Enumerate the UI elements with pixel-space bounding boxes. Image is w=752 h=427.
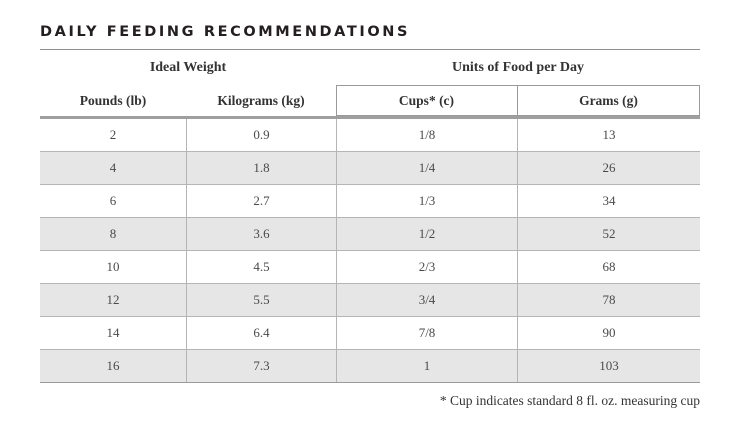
cell-kilograms: 3.6 [186, 218, 336, 250]
cell-grams: 26 [517, 152, 700, 184]
footnote: * Cup indicates standard 8 fl. oz. measuring cup [439, 393, 700, 408]
column-header-grams: Grams (g) [579, 93, 638, 108]
cell-cups: 1/3 [336, 185, 517, 217]
title-divider [40, 49, 700, 50]
table-row [40, 152, 700, 185]
cell-grams: 13 [517, 119, 700, 151]
cell-pounds: 2 [109, 127, 117, 142]
cell-cups: 1 [336, 350, 517, 382]
cell-grams: 34 [517, 185, 700, 217]
table-row [40, 119, 700, 152]
cell-pounds: 16 [106, 358, 120, 373]
table-row [40, 185, 700, 218]
cell-kilograms: 5.5 [186, 284, 336, 316]
group-header-units-per-day: Units of Food per Day [452, 60, 584, 75]
feeding-table-body [40, 119, 700, 383]
cell-cups: 1/4 [336, 152, 517, 184]
cell-kilograms: 6.4 [186, 317, 336, 349]
table-row [40, 317, 700, 350]
cell-grams: 68 [517, 251, 700, 283]
table-row [40, 284, 700, 317]
cell-cups: 7/8 [336, 317, 517, 349]
table-row [40, 218, 700, 251]
group-header-ideal-weight: Ideal Weight [149, 60, 227, 75]
page-title: DAILY FEEDING RECOMMENDATIONS [40, 24, 411, 40]
cell-pounds: 4 [109, 160, 117, 175]
cell-pounds: 12 [106, 292, 120, 307]
cell-grams: 78 [517, 284, 700, 316]
column-header-cups: Cups* (c) [398, 93, 455, 108]
cell-kilograms: 2.7 [186, 185, 336, 217]
table-row [40, 350, 700, 383]
cell-grams: 90 [517, 317, 700, 349]
cell-cups: 2/3 [336, 251, 517, 283]
cell-pounds: 10 [106, 259, 120, 274]
table-row [40, 251, 700, 284]
cell-cups: 1/2 [336, 218, 517, 250]
cell-pounds: 6 [109, 193, 117, 208]
cell-cups: 3/4 [336, 284, 517, 316]
cell-pounds: 14 [106, 325, 120, 340]
cell-grams: 103 [517, 350, 700, 382]
cell-grams: 52 [517, 218, 700, 250]
cell-kilograms: 7.3 [186, 350, 336, 382]
column-header-kilograms: Kilograms (kg) [217, 93, 305, 108]
cell-cups: 1/8 [336, 119, 517, 151]
cell-kilograms: 4.5 [186, 251, 336, 283]
cell-pounds: 8 [109, 226, 117, 241]
column-header-pounds: Pounds (lb) [79, 93, 147, 108]
cell-kilograms: 1.8 [186, 152, 336, 184]
cell-kilograms: 0.9 [186, 119, 336, 151]
